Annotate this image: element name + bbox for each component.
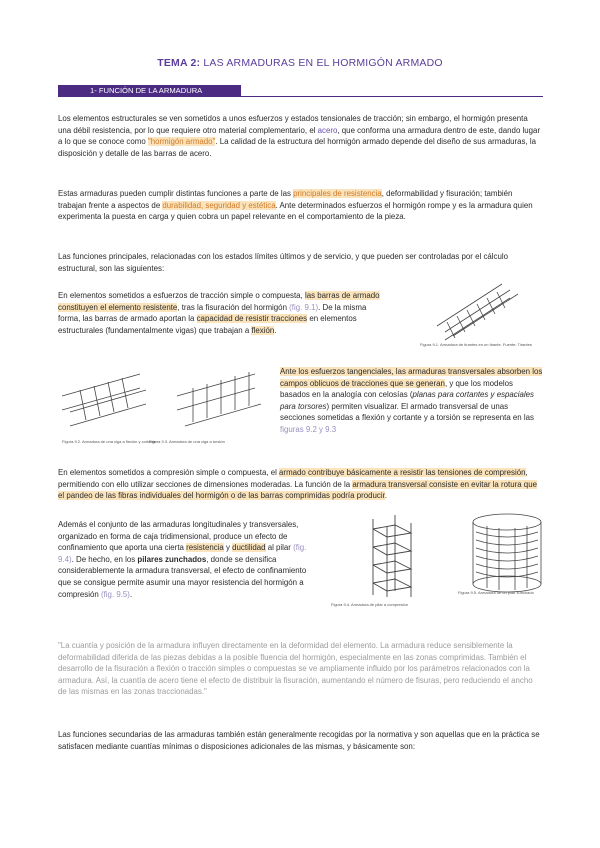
figure-9-5 [458, 508, 552, 601]
torsion-rebar-illustration [175, 366, 263, 436]
paragraph-functions: Estas armaduras pueden cumplir distintas funciones a parte de las principales de resistencia, deformabilidad y fisuración; también trabajan frente a aspectos de durabilidad, seguridad y estética. Ante determinados esfuerzos el hormigón rompe y es la armadura quien experimenta la puesta en carga y quien cobra un papel relevante en el comportamiento de la pieza. [58, 189, 533, 222]
section-divider [241, 96, 543, 97]
paragraph-principal: Las funciones principales, relacionadas con los estados límites últimos y de servicio, y que pueden ser controladas por el cálculo estructural, son las siguientes: [58, 252, 509, 273]
figure-caption: Figura 9.1. Armadura de tirantes en un tirante. Fuente: Tirantes [420, 342, 532, 347]
section-heading: 1- FUNCIÓN DE LA ARMADURA [58, 85, 241, 97]
quote-block: "La cuantía y posición de la armadura influyen directamente en la deformidad del elemento. La armadura reduce sensiblemente la deformabilidad diferida de las piezas debidas a la posible fluencia del hormigón, especialmente en las zonas comprimidas. También el desarrollo de la fisuración a flexión o tracción simples o compuestas se ve ampliamente influido por los parámetros relacionados con la armadura. Así, la cuantía de acero tiene el efecto de distribuir la fisuración, aumentando el número de fisuras, pero reduciendo el ancho de las mismas en las zonas traccionadas." [58, 641, 533, 697]
figure-caption: Figura 9.3. Armadura de una viga a torsión [149, 439, 225, 444]
paragraph-intro: Los elementos estructurales se ven sometidos a unos esfuerzos y estados tensionales de tracción; sin embargo, el hormigón presenta una débil resistencia, por lo que requiere otro material complementario, el acero, que conforma una armadura dentro de este, dando lugar a lo que se conoce como "hormigón armado". La calidad de la estructura del hormigón armado depende del diseño de sus armaduras, la disposición y detalle de las barras de acero. [58, 114, 541, 158]
paragraph-traction: En elementos sometidos a esfuerzos de tracción simple o compuesta, las barras de armado constituyen el elemento resistente, tras la fisuración del hormigón (fig. 9.1). De la misma forma, las barras de armado aportan la capacidad de resistir tracciones en elementos estructurales (fundamentalmente vigas) que trabajan a flexión. [58, 291, 380, 335]
figure-caption: Figura 9.4. Armadura de pilar a compresión [331, 602, 408, 607]
figure-9-1 [415, 282, 540, 347]
figure-caption: Figura 9.2. Armadura de una viga a flexión y cortante [62, 439, 157, 444]
figure-9-3 [149, 366, 263, 444]
figure-caption: Figura 9.5. Armadura de un pilar zunchado [458, 590, 534, 595]
beam-rebar-illustration [60, 366, 148, 436]
paragraph-secondary: Las funciones secundarias de las armaduras también están generalmente recogidas por la normativa y son aquellas que en la práctica se satisfacen mediante cuantías mínimas o disposiciones adicionales de las mismas, y básicamente son: [58, 730, 540, 751]
rebar-cage-illustration [415, 282, 540, 342]
hooped-column-illustration [462, 508, 552, 596]
page-title: TEMA 2: LAS ARMADURAS EN EL HORMIGÓN ARMADO [157, 57, 443, 69]
paragraph-confinement: Además el conjunto de las armaduras longitudinales y transversales, organizado en forma de caja tridimensional, produce un efecto de confinamiento que aporta una cierta resistencia y ductilidad al pilar (fig. 9.4). De hecho, en los pilares zunchados, donde se densifica considerablemente la armadura transversal, el efecto de confinamiento que se consigue permite asumir una mayor resistencia del hormigón a compresión (fig. 9.5). [58, 520, 307, 599]
paragraph-compression: En elementos sometidos a compresión simple o compuesta, el armado contribuye básicamente a resistir las tensiones de compresión, permitiendo con ello utilizar secciones de dimensiones moderadas. La función de la armadura transversal consiste en evitar la rotura que el pandeo de las fibras individuales del hormigón o de las barras comprimidas podría producir. [58, 468, 537, 501]
column-cage-illustration [355, 513, 435, 598]
figure-9-2 [60, 366, 157, 444]
paragraph-tangential: Ante los esfuerzos tangenciales, las armaduras transversales absorben los campos oblicuos de tracciones que se generan, y que los modelos basados en la analogía con celosías (planas para cortantes y espaciales para torsores) permiten visualizar. El armado transversal de unas secciones sometidas a flexión y cortante y a torsión se representa en las figuras 9.2 y 9.3 [280, 367, 543, 434]
figure-9-4 [331, 513, 435, 607]
